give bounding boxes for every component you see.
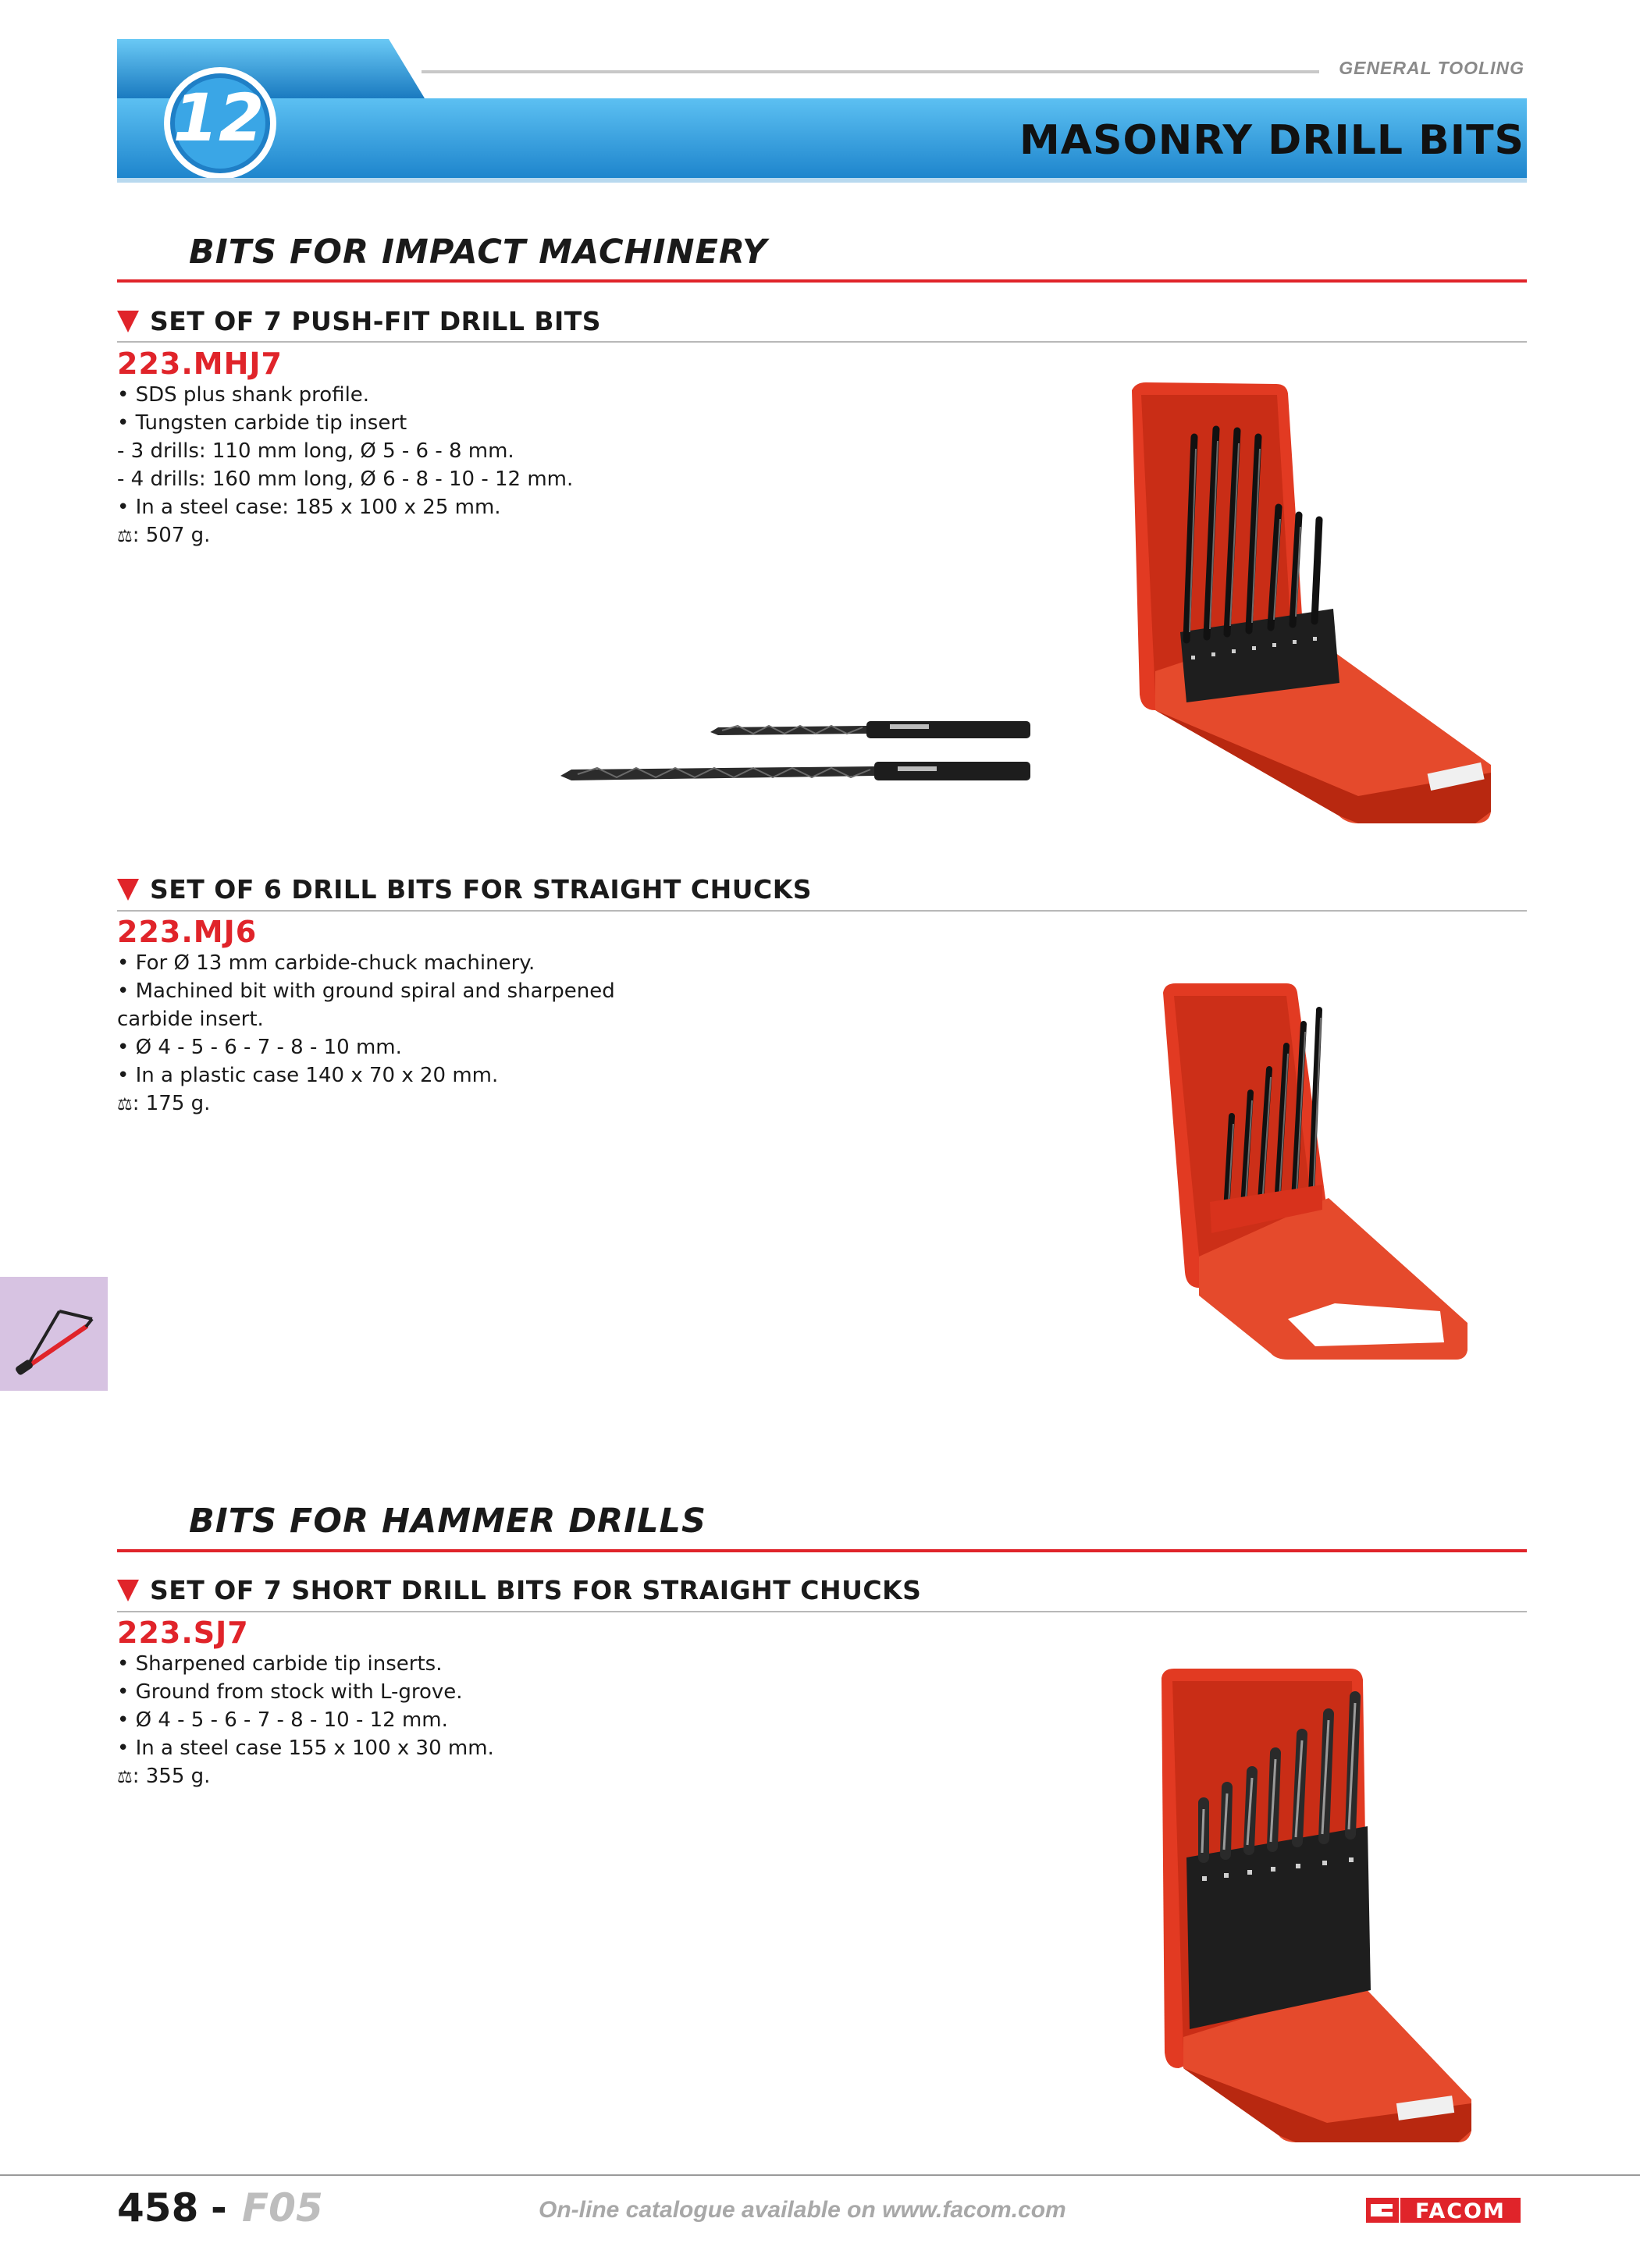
product-description bbox=[117, 1650, 648, 1792]
description-line: • Sharpened carbide tip inserts. bbox=[117, 1652, 443, 1676]
product-reference: 223.MHJ7 bbox=[117, 347, 283, 381]
plastic-case-image bbox=[1155, 976, 1475, 1397]
product-heading-text: SET OF 6 DRILL BITS FOR STRAIGHT CHUCKS bbox=[150, 874, 813, 905]
description-line: • Tungsten carbide tip insert bbox=[117, 411, 407, 435]
weight-line bbox=[117, 521, 648, 551]
weight-value: : 175 g. bbox=[132, 1092, 211, 1115]
product-reference: 223.MJ6 bbox=[117, 915, 258, 949]
weight-value: : 507 g. bbox=[132, 524, 211, 547]
description-line: • In a plastic case 140 x 70 x 20 mm. bbox=[117, 1064, 499, 1087]
chapter-number: 12 bbox=[173, 80, 265, 156]
description-line: carbide insert. bbox=[117, 1008, 264, 1031]
description-line: • Ø 4 - 5 - 6 - 7 - 8 - 10 mm. bbox=[117, 1036, 402, 1059]
weight-scale-icon: ⚖ bbox=[117, 1095, 131, 1114]
hacksaw-icon bbox=[0, 1277, 108, 1391]
footer-rule bbox=[0, 2174, 1640, 2176]
steel-case-image bbox=[1124, 375, 1499, 827]
product-heading bbox=[117, 874, 812, 905]
header-divider bbox=[422, 70, 1319, 73]
page-number: 458 bbox=[117, 2185, 199, 2231]
weight-value: : 355 g. bbox=[132, 1765, 211, 1788]
product-rule bbox=[117, 1611, 1527, 1612]
section-title-hammer: BITS FOR HAMMER DRILLS bbox=[189, 1502, 706, 1541]
description-line: • In a steel case: 185 x 100 x 25 mm. bbox=[117, 496, 501, 519]
weight-line bbox=[117, 1762, 648, 1792]
weight-scale-icon: ⚖ bbox=[117, 1768, 131, 1787]
product-description bbox=[117, 381, 648, 551]
triangle-marker-icon bbox=[117, 1580, 139, 1601]
page-code: F05 bbox=[242, 2185, 323, 2231]
product-rule bbox=[117, 341, 1527, 343]
description-line: • Machined bit with ground spiral and sharpened bbox=[117, 979, 615, 1003]
description-line: • Ground from stock with L-grove. bbox=[117, 1680, 463, 1704]
description-line: • In a steel case 155 x 100 x 30 mm. bbox=[117, 1737, 494, 1760]
section-title-impact: BITS FOR IMPACT MACHINERY bbox=[189, 233, 768, 272]
triangle-marker-icon bbox=[117, 311, 139, 332]
description-line: • Ø 4 - 5 - 6 - 7 - 8 - 10 - 12 mm. bbox=[117, 1708, 448, 1732]
product-description bbox=[117, 949, 648, 1119]
loose-drill-bits-image bbox=[554, 710, 1046, 796]
product-heading-text: SET OF 7 SHORT DRILL BITS FOR STRAIGHT CHUCKS bbox=[150, 1575, 922, 1605]
description-line: • For Ø 13 mm carbide-chuck machinery. bbox=[117, 951, 535, 975]
brand-text: FACOM bbox=[1415, 2199, 1506, 2224]
side-tab[interactable] bbox=[0, 1277, 108, 1391]
product-rule bbox=[117, 910, 1527, 912]
page-separator: - bbox=[211, 2185, 227, 2231]
product-heading bbox=[117, 1575, 921, 1605]
footer-url-text[interactable]: On-line catalogue available on www.facom.com bbox=[539, 2197, 1066, 2223]
product-reference: 223.SJ7 bbox=[117, 1616, 249, 1650]
short-drill-steel-case-image bbox=[1155, 1662, 1483, 2146]
product-heading bbox=[117, 306, 601, 336]
description-line: - 3 drills: 110 mm long, Ø 5 - 6 - 8 mm. bbox=[117, 439, 514, 463]
triangle-marker-icon bbox=[117, 879, 139, 901]
description-line: • SDS plus shank profile. bbox=[117, 383, 370, 407]
weight-scale-icon: ⚖ bbox=[117, 527, 131, 546]
facom-logo bbox=[1366, 2195, 1521, 2226]
chapter-label: GENERAL TOOLING bbox=[1339, 58, 1524, 78]
page-title: MASONRY DRILL BITS bbox=[1019, 117, 1524, 164]
product-heading-text: SET OF 7 PUSH-FIT DRILL BITS bbox=[150, 306, 602, 336]
description-line: - 4 drills: 160 mm long, Ø 6 - 8 - 10 - 12 mm. bbox=[117, 467, 574, 491]
section-rule bbox=[117, 279, 1527, 283]
weight-line bbox=[117, 1090, 648, 1119]
section-rule bbox=[117, 1549, 1527, 1552]
